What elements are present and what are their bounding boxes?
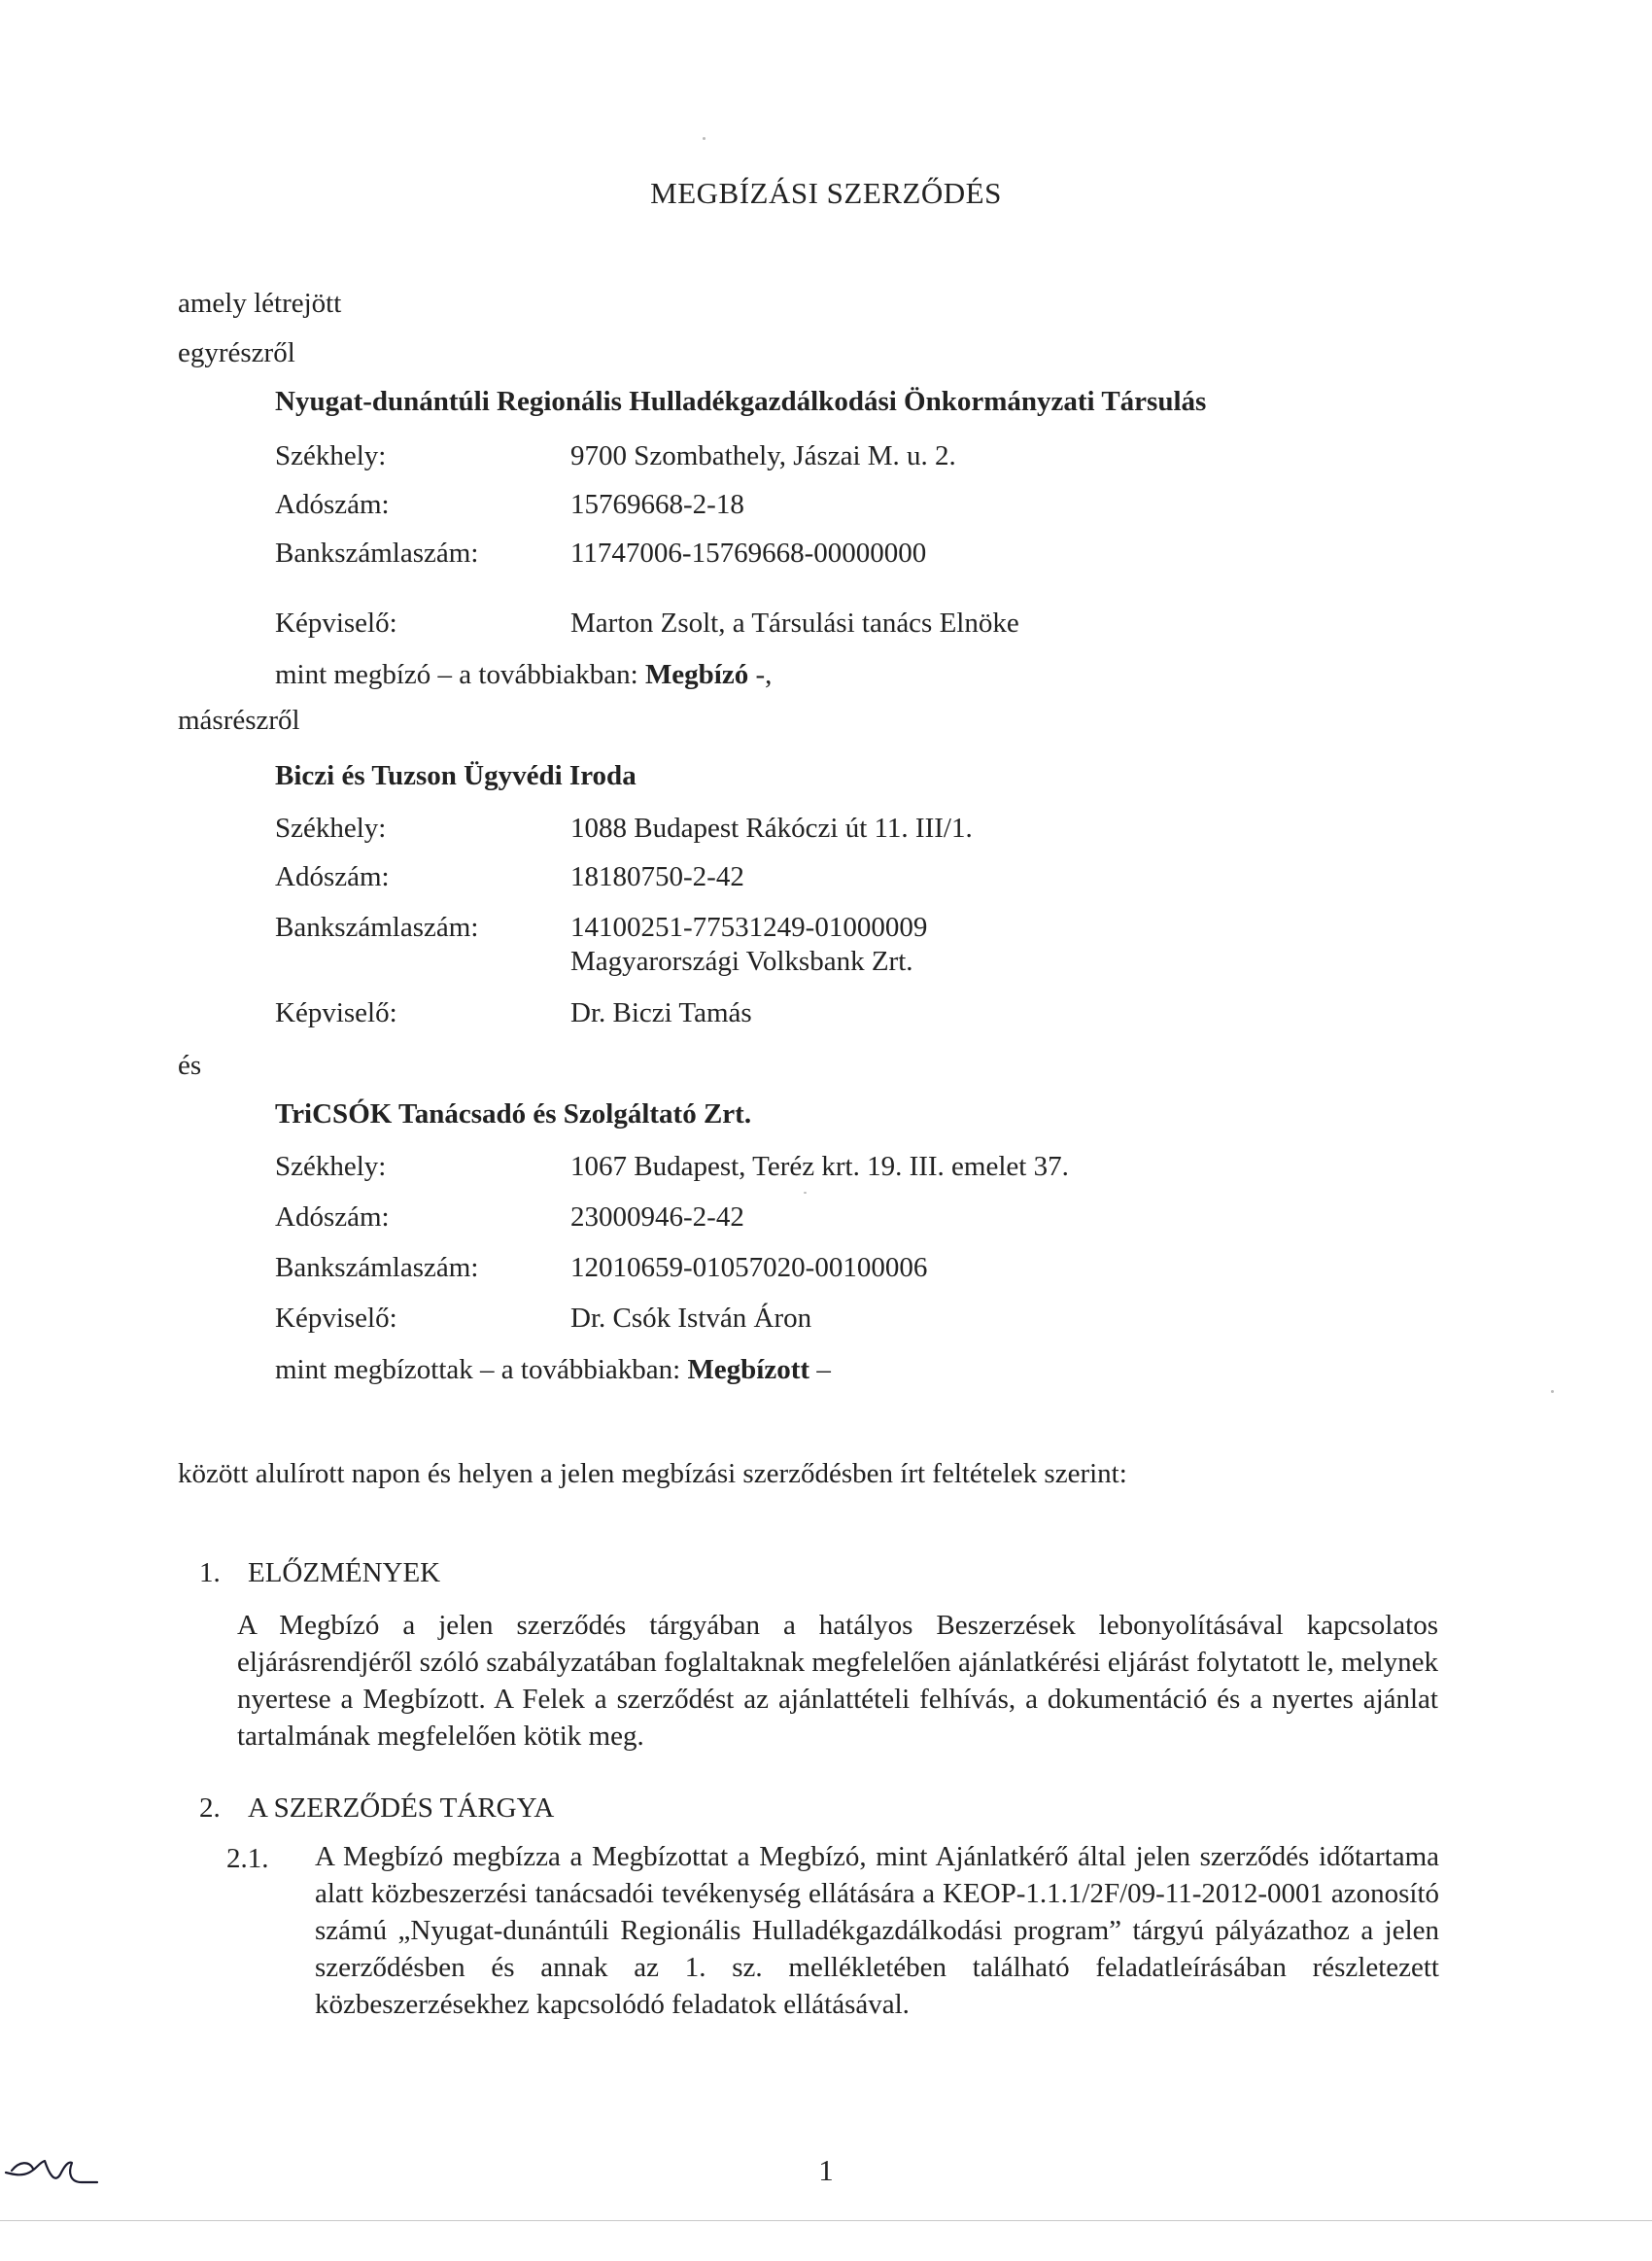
section1-paragraph: A Megbízó a jelen szerződés tárgyában a hatályos Beszerzések lebonyolításával kapcsolatos eljárásrendjéről szóló szabályzatában foglaltaknak megfelelően ajánlatkérési eljárást folytatott le, melynek nyertese a Megbízott. A Felek a szerződést az ajánlattételi felhívás, a dokumentáció és a nyertes ajánlat tartalmának megfelelően kötik meg. [237, 1610, 1438, 1752]
party1-role-name: Megbízó [644, 659, 749, 690]
party1-role-suffix: -, [748, 659, 773, 690]
section2-heading: A SZERZŐDÉS TÁRGYA [248, 1792, 555, 1824]
handwritten-initials-mark [0, 2143, 117, 2202]
page-number: 1 [818, 2153, 834, 2187]
party3-bank-value: 12010659-01057020-00100006 [570, 1252, 928, 1283]
party3-rep-value: Dr. Csók István Áron [570, 1303, 812, 1334]
party1-bank-value: 11747006-15769668-00000000 [570, 538, 927, 569]
party2-name: Biczi és Tuzson Ügyvédi Iroda [275, 760, 637, 791]
party1-rep-label: Képviselő: [275, 608, 397, 639]
party3-role-name: Megbízott [687, 1354, 810, 1385]
intro-side-one: egyrészről [178, 337, 295, 368]
party1-tax-label: Adószám: [275, 489, 390, 520]
party3-role [275, 1356, 831, 1384]
party1-role [275, 661, 772, 689]
party2-tax-value: 18180750-2-42 [570, 861, 744, 892]
party2-bank-value: 14100251-77531249-01000009 [570, 912, 928, 943]
party1-seat-value: 9700 Szombathely, Jászai M. u. 2. [570, 440, 956, 471]
party3-seat-label: Székhely: [275, 1151, 387, 1182]
party1-seat-label: Székhely: [275, 440, 387, 471]
party3-role-suffix: – [809, 1354, 831, 1385]
scan-speck [804, 1192, 807, 1194]
scan-speck [1551, 1390, 1554, 1393]
party1-bank-label: Bankszámlaszám: [275, 538, 479, 569]
party1-rep-value: Marton Zsolt, a Társulási tanács Elnöke [570, 608, 1019, 639]
scan-speck [703, 137, 706, 140]
scan-edge-line [0, 2220, 1652, 2221]
party3-rep-label: Képviselő: [275, 1303, 397, 1334]
and-conjunction: és [178, 1050, 202, 1081]
party2-seat-value: 1088 Budapest Rákóczi út 11. III/1. [570, 813, 973, 844]
section2-number: 2. [199, 1792, 221, 1824]
section2-1-number: 2.1. [226, 1843, 269, 1874]
between-clause: között alulírott napon és helyen a jelen megbízási szerződésben írt feltételek szerint: [178, 1458, 1127, 1489]
party3-seat-value: 1067 Budapest, Teréz krt. 19. III. emelet 37. [570, 1151, 1069, 1182]
party3-bank-label: Bankszámlaszám: [275, 1252, 479, 1283]
party1-tax-value: 15769668-2-18 [570, 489, 744, 520]
party3-tax-label: Adószám: [275, 1201, 390, 1233]
section1-number: 1. [199, 1557, 221, 1588]
party2-tax-label: Adószám: [275, 861, 390, 892]
section2-1-paragraph: A Megbízó megbízza a Megbízottat a Megbízó, mint Ajánlatkérő által jelen szerződés időtartama alatt közbeszerzési tanácsadói tevékenység ellátására a KEOP-1.1.1/2F/09-11-2012-0001 azonosító számú „Nyugat-dunántúli Regionális Hulladékgazdálkodási program” tárgyú pályázathoz a jelen szerződésben és annak az 1. sz. mellékletében található feladatleírásában részletezett közbeszerzésekhez kapcsolódó feladatok ellátásával. [315, 1841, 1439, 2020]
party2-bank-label: Bankszámlaszám: [275, 912, 479, 943]
party2-bank-name: Magyarországi Volksbank Zrt. [570, 946, 913, 977]
intro-side-two: másrészről [178, 705, 300, 736]
party3-role-prefix: mint megbízottak – a továbbiakban: [275, 1354, 688, 1385]
section1-heading: ELŐZMÉNYEK [248, 1557, 441, 1588]
party2-seat-label: Székhely: [275, 813, 387, 844]
intro-line: amely létrejött [178, 288, 342, 319]
party1-role-prefix: mint megbízó – a továbbiakban: [275, 659, 645, 690]
party2-rep-value: Dr. Biczi Tamás [570, 997, 752, 1028]
party3-tax-value: 23000946-2-42 [570, 1201, 744, 1233]
party2-rep-label: Képviselő: [275, 997, 397, 1028]
document-title: MEGBÍZÁSI SZERZŐDÉS [650, 176, 1002, 210]
party3-name: TriCSÓK Tanácsadó és Szolgáltató Zrt. [275, 1098, 752, 1130]
party1-name: Nyugat-dunántúli Regionális Hulladékgazdálkodási Önkormányzati Társulás [275, 386, 1207, 417]
